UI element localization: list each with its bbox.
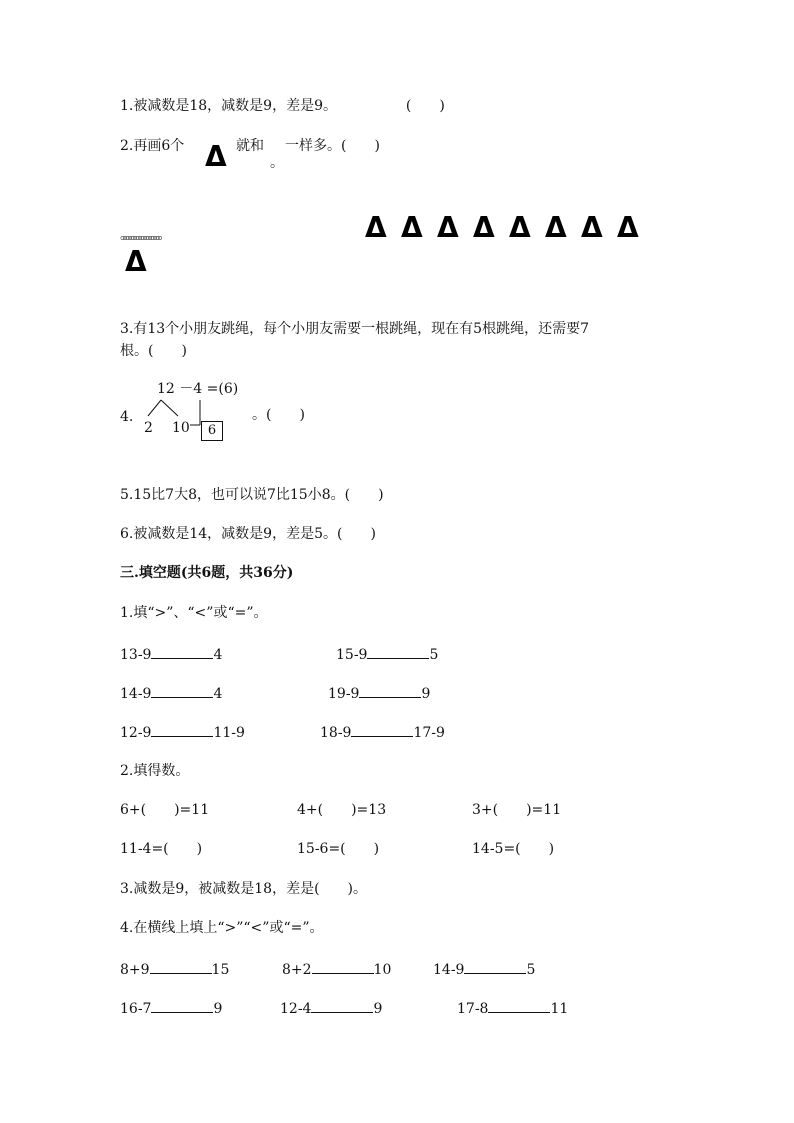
fill-q1-row1-left: 13-9 4 [120,644,222,664]
fill-q2-item[interactable]: 4+( )=13 [297,802,387,818]
judge-q4-split-left: 2 [144,420,153,436]
judge-q4-split-right: 10 [172,420,190,436]
triangle-icon: Δ [365,211,387,244]
judge-q1-text: 1.被减数是18，减数是9，差是9。 [120,98,337,114]
answer-blank[interactable] [488,998,550,1013]
fill-q2-item[interactable]: 3+( )=11 [472,802,562,818]
judge-q3-line1: 3.有13个小朋友跳绳，每个小朋友需要一根跳绳，现在有5根跳绳，还需要7 [120,321,589,337]
judge-q1 [120,97,445,115]
judge-q4-label: 4. [120,409,134,425]
fill-q4-item: 8+2 10 [282,959,391,979]
fill-q4-item: 17-8 11 [457,998,568,1018]
fill-q4-item: 8+9 15 [120,959,229,979]
judge-q2-text-b: 就和 [236,138,264,154]
fill-q2-item[interactable]: 11-4=( ) [120,841,203,857]
circle-icon: 。 [270,155,284,171]
answer-blank[interactable] [351,722,413,737]
judge-q2-text-c: 一样多。( ) [285,138,380,154]
judge-q1-paren: ( ) [405,98,445,114]
circles-row: 。。。。。。。。。。。。。。。。 [120,227,167,243]
answer-blank[interactable] [151,722,213,737]
answer-blank[interactable] [150,959,212,974]
triangle-icon: Δ [581,211,603,244]
fill-q2-item[interactable]: 14-5=( ) [472,841,555,857]
answer-blank[interactable] [359,683,421,698]
fill-q4-title: 4.在横线上填上“>”“<”或“=”。 [120,920,324,936]
answer-blank[interactable] [464,959,526,974]
answer-blank[interactable] [151,683,213,698]
answer-blank[interactable] [311,998,373,1013]
judge-q2 [120,137,184,155]
section3-title: 三.填空题(共6题，共36分) [120,565,294,581]
fill-q1-row3-right: 18-9 17-9 [320,722,445,742]
triangle-icon: Δ [205,140,227,173]
fill-q1-row2-right: 19-9 9 [328,683,430,703]
fill-q1-row2-left: 14-9 4 [120,683,222,703]
judge-q4-paren: 。( ) [252,407,305,423]
triangle-icon: Δ [545,211,567,244]
fill-q4-item: 16-7 9 [120,998,222,1018]
judge-q4-equation: 12 －4 =(6) [157,381,239,397]
fill-q4-item: 14-9 5 [433,959,535,979]
judge-q4-box: 6 [201,421,223,441]
triangle-icon: Δ [509,211,531,244]
fill-q3: 3.减数是9，被减数是18，差是( )。 [120,881,368,897]
answer-blank[interactable] [367,644,429,659]
judge-q2-text-a: 2.再画6个 [120,138,185,154]
fill-q1-row1-right: 15-9 5 [336,644,438,664]
fill-q2-item[interactable]: 6+( )=11 [120,802,210,818]
answer-blank[interactable] [312,959,374,974]
triangle-icon: Δ [473,211,495,244]
triangle-icon: Δ [125,245,147,278]
fill-q2-title: 2.填得数。 [120,763,190,779]
judge-q5: 5.15比7大8，也可以说7比15小8。( ) [120,487,384,503]
fill-q2-item[interactable]: 15-6=( ) [297,841,380,857]
answer-blank[interactable] [151,644,213,659]
answer-blank[interactable] [151,998,213,1013]
judge-q6: 6.被减数是14，减数是9，差是5。( ) [120,526,376,542]
fill-q1-row3-left: 12-9 11-9 [120,722,245,742]
judge-q3-line2: 根。( ) [120,343,187,359]
triangle-icon: Δ [437,211,459,244]
triangle-icon: Δ [617,211,639,244]
fill-q4-item: 12-4 9 [280,998,382,1018]
triangle-icon: Δ [401,211,423,244]
fill-q1-title: 1.填“>”、“<”或“=”。 [120,605,268,621]
